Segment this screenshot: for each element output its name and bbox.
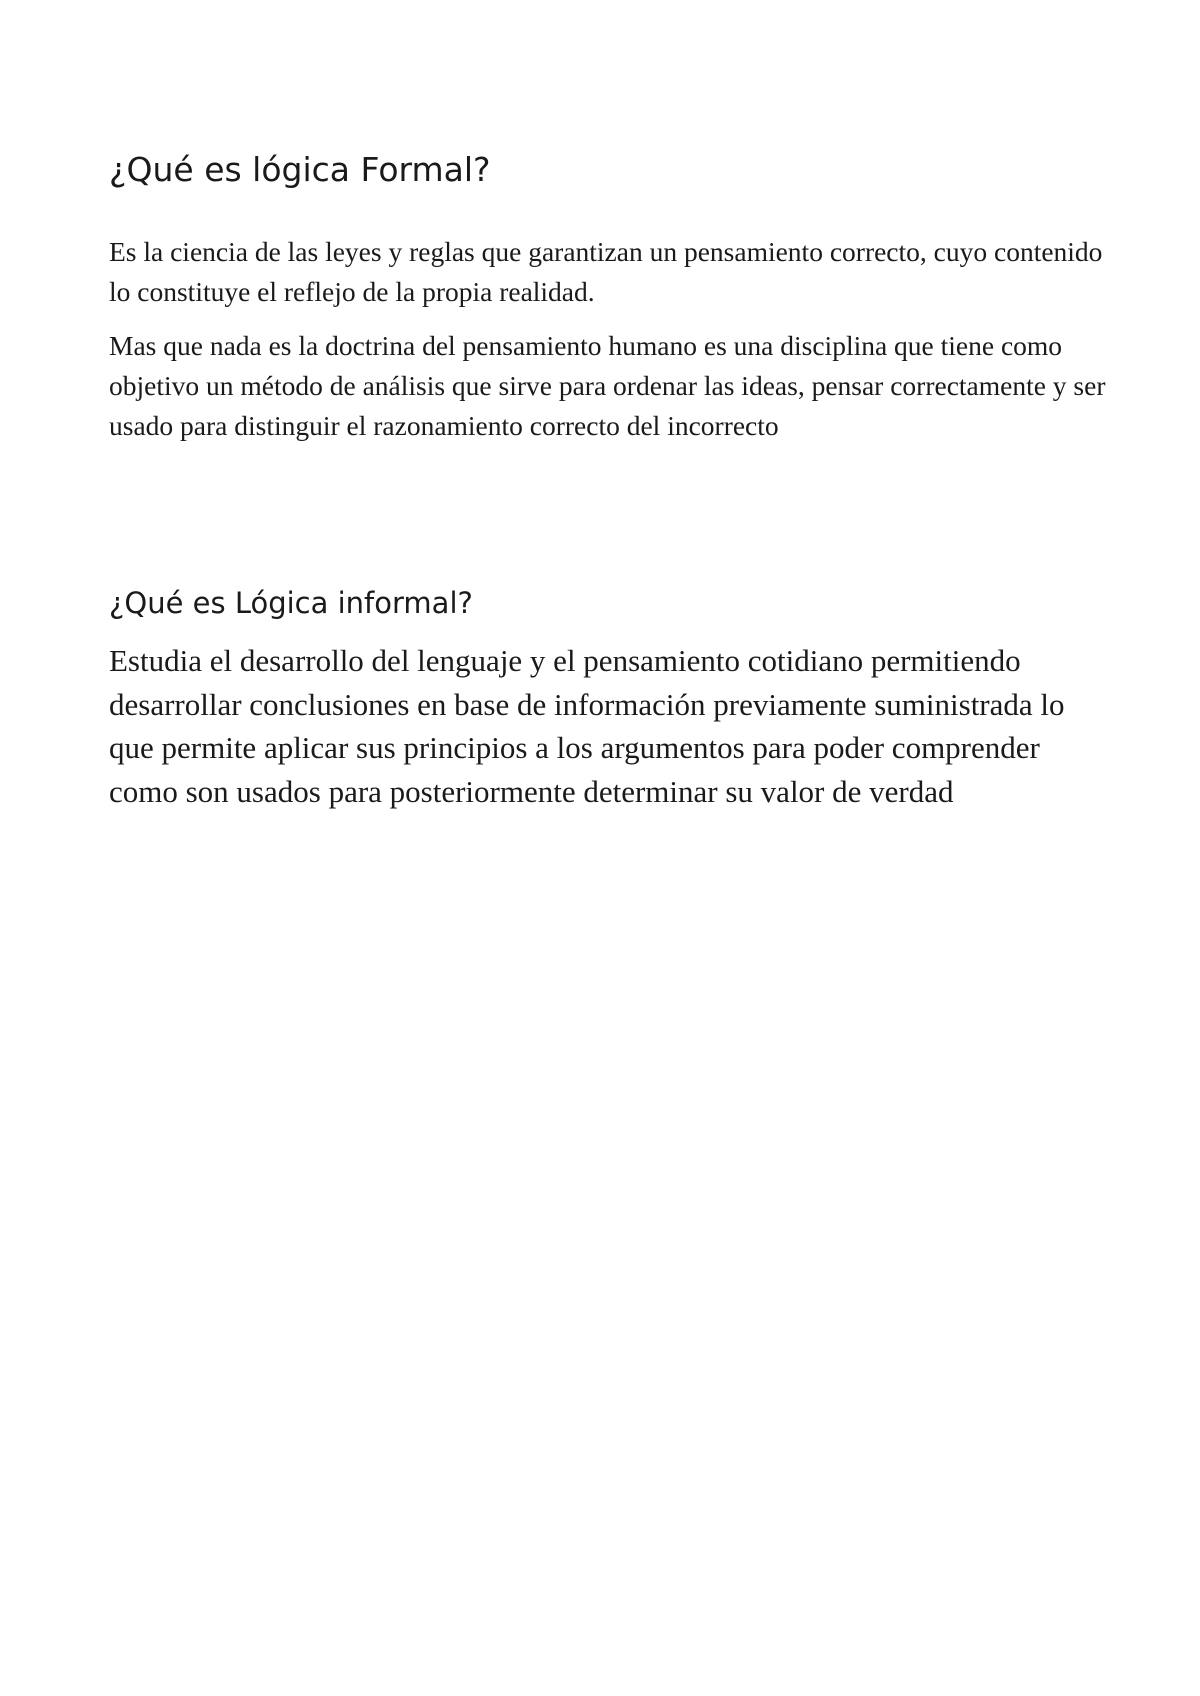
section-heading-formal-logic: ¿Qué es lógica Formal? bbox=[109, 150, 491, 189]
paragraph-formal-doctrine: Mas que nada es la doctrina del pensamiento humano es una disciplina que tiene como objetivo un método de análisis que sirve para ordenar las ideas, pensar correctamente y ser usado para distinguir el razonamiento correcto del incorrecto bbox=[109, 330, 1106, 441]
document-content bbox=[109, 130, 1109, 813]
paragraph-formal-definition: Es la ciencia de las leyes y reglas que garantizan un pensamiento correcto, cuyo contenido lo constituye el reflejo de la propia realidad. bbox=[109, 236, 1103, 307]
paragraph-informal-definition: Estudia el desarrollo del lenguaje y el pensamiento cotidiano permitiendo desarrollar conclusiones en base de información previamente suministrada lo que permite aplicar sus principios a los argumentos para poder comprender como son usados para posteriormente determinar su valor de verdad bbox=[109, 643, 1065, 809]
section-heading-informal-logic: ¿Qué es Lógica informal? bbox=[109, 586, 473, 620]
